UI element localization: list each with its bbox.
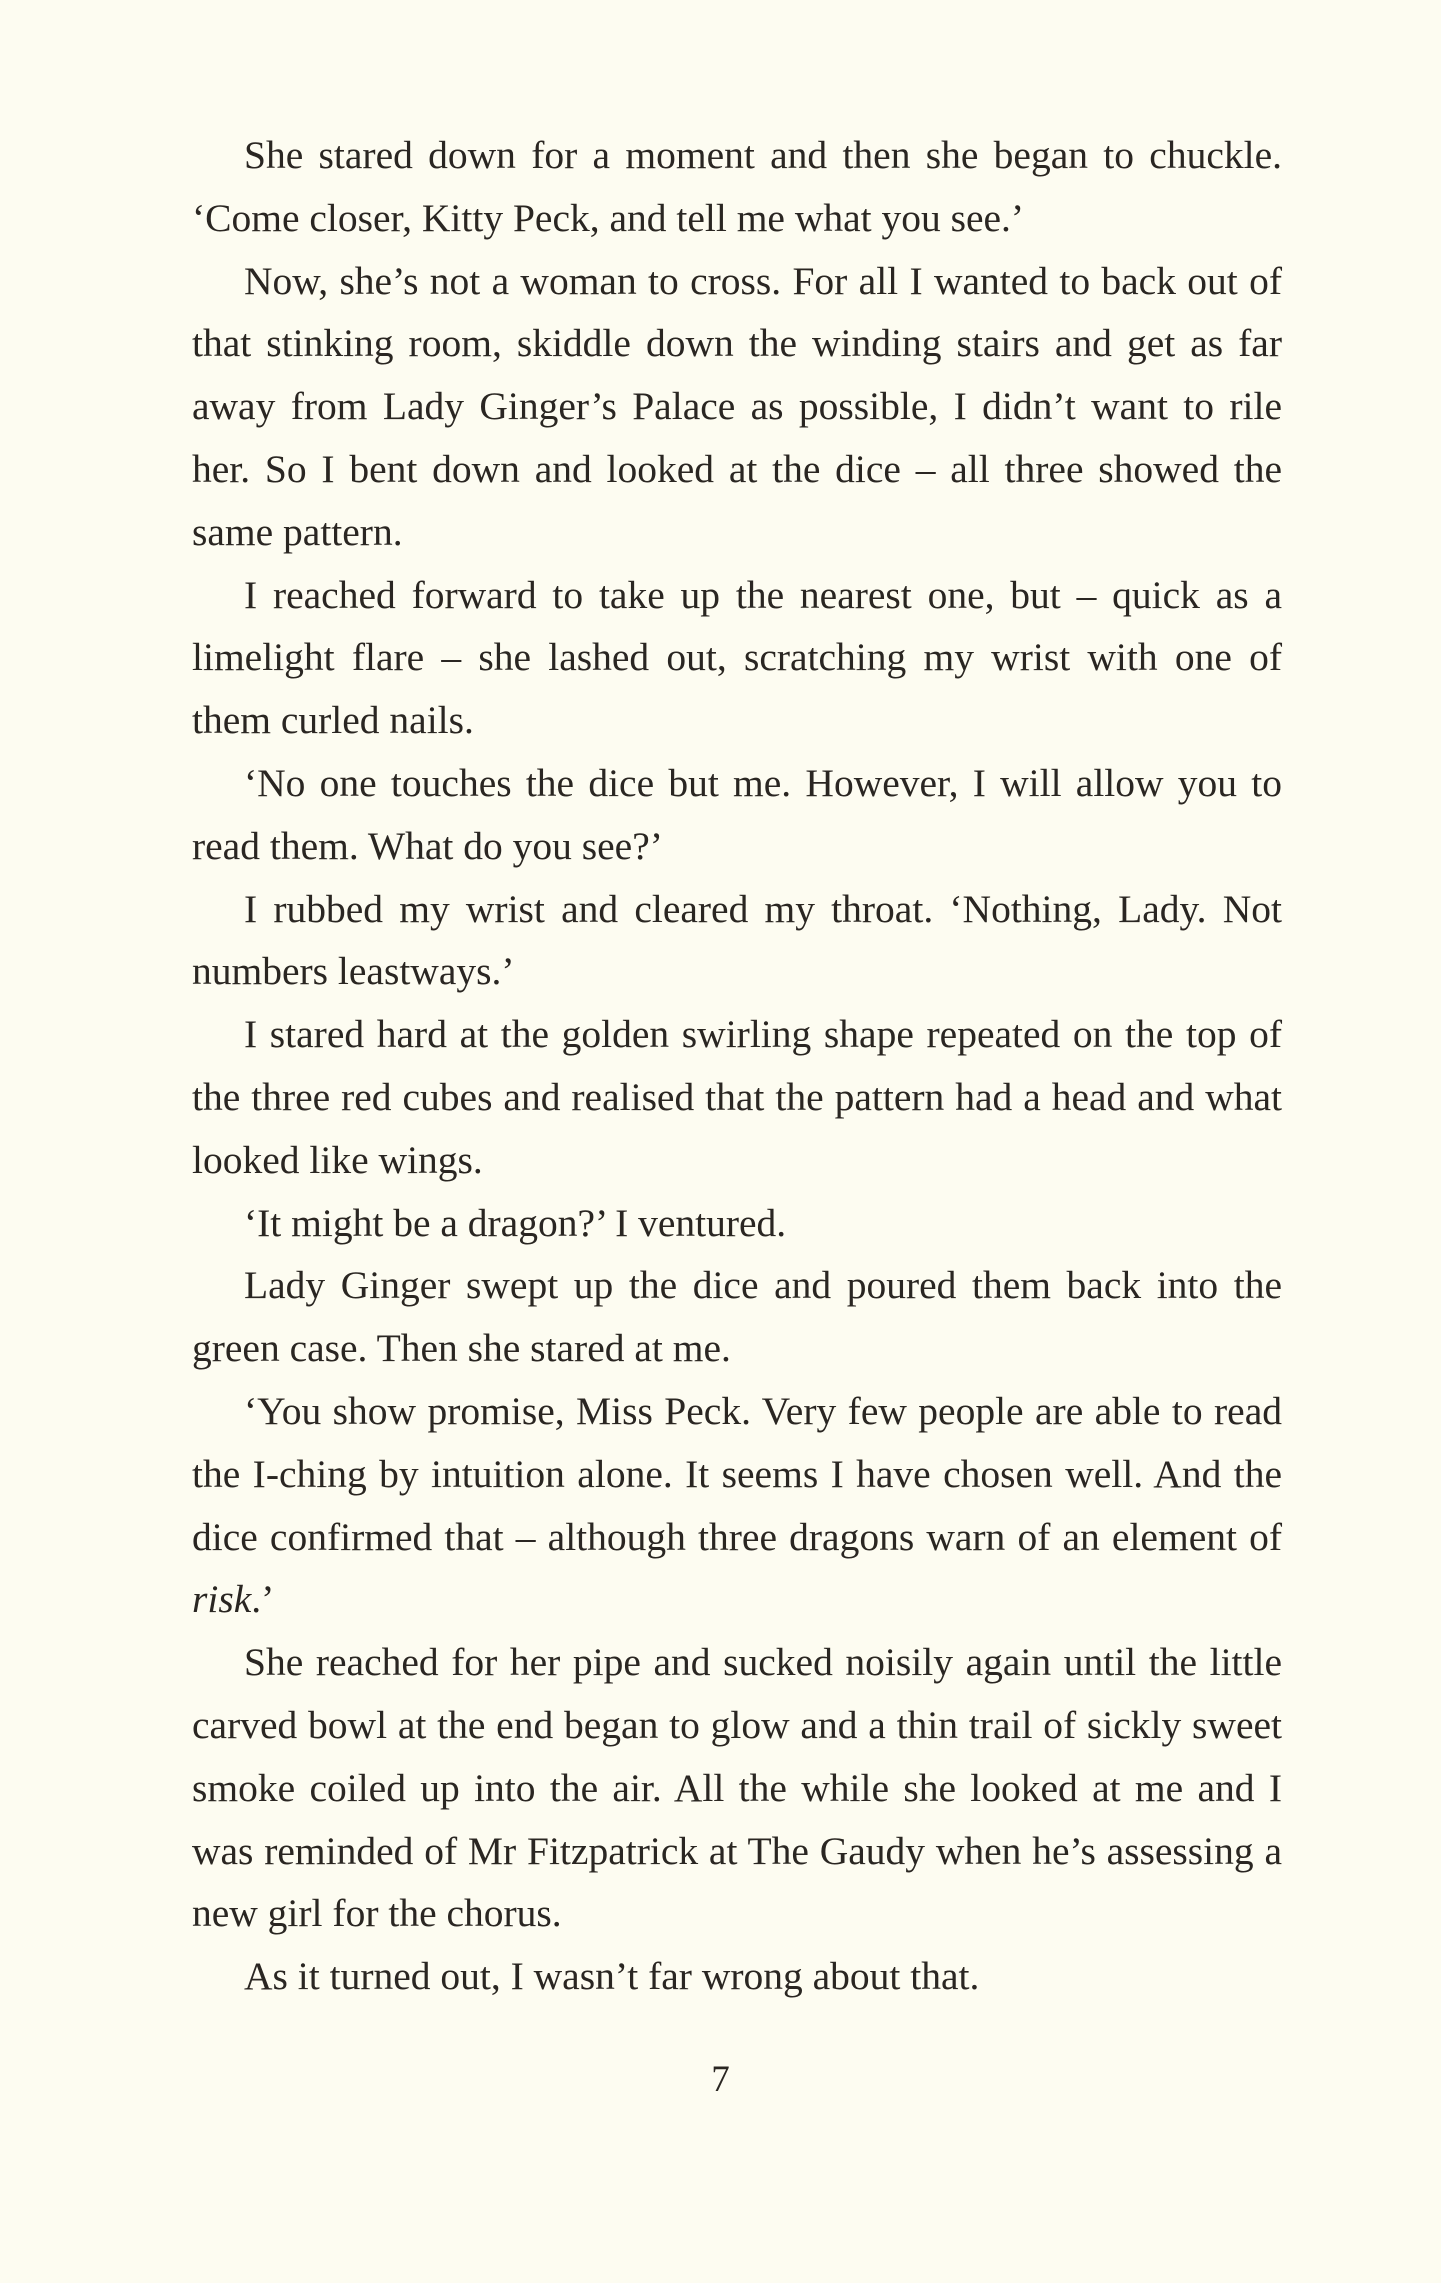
page-number: 7 [711, 2059, 730, 2100]
paragraph: I stared hard at the golden swirling shape repeated on the top of the three red cubes and realised that the pattern had a head and what looked like wings. [192, 1012, 1282, 1182]
paragraph: Lady Ginger swept up the dice and poured them back into the green case. Then she stared at me. [192, 1263, 1282, 1371]
paragraph: ‘No one touches the dice but me. However, I will allow you to read them. What do you see?’ [192, 760, 1282, 868]
paragraph: ‘It might be a dragon?’ I ventured. [244, 1200, 787, 1245]
paragraph: Now, she’s not a woman to cross. For all I wanted to back out of that stinking room, skiddle down the winding stairs and get as far away from Lady Ginger’s Palace as possible, I didn’t want to rile her. So I bent down and looked at the dice – all three showed the same pattern. [192, 258, 1282, 554]
italic-word: risk [192, 1577, 252, 1622]
paragraph [192, 1380, 1282, 1631]
paragraph-text: .’ [251, 1577, 275, 1622]
paragraph: I rubbed my wrist and cleared my throat. ‘Nothing, Lady. Not numbers leastways.’ [192, 886, 1282, 994]
paragraph: I reached forward to take up the nearest one, but – quick as a limelight flare – she lashed out, scratching my wrist with one of them curled nails. [192, 572, 1282, 743]
paragraph: She stared down for a moment and then she began to chuckle. ‘Come closer, Kitty Peck, and tell me what you see.’ [192, 133, 1282, 240]
body-text [192, 124, 1282, 2008]
paragraph-text: ‘You show promise, Miss Peck. Very few people are able to read the I-ching by intuition alone. It seems I have chosen well. And the dice confirmed that – although three dragons warn of an element of [192, 1388, 1282, 1559]
paragraph: She reached for her pipe and sucked noisily again until the little carved bowl at the end began to glow and a thin trail of sickly sweet smoke coiled up into the air. All the while she looked at me and I was reminded of Mr Fitzpatrick at The Gaudy when he’s assessing a new girl for the chorus. [192, 1640, 1282, 1936]
paragraph: As it turned out, I wasn’t far wrong about that. [244, 1954, 980, 1999]
